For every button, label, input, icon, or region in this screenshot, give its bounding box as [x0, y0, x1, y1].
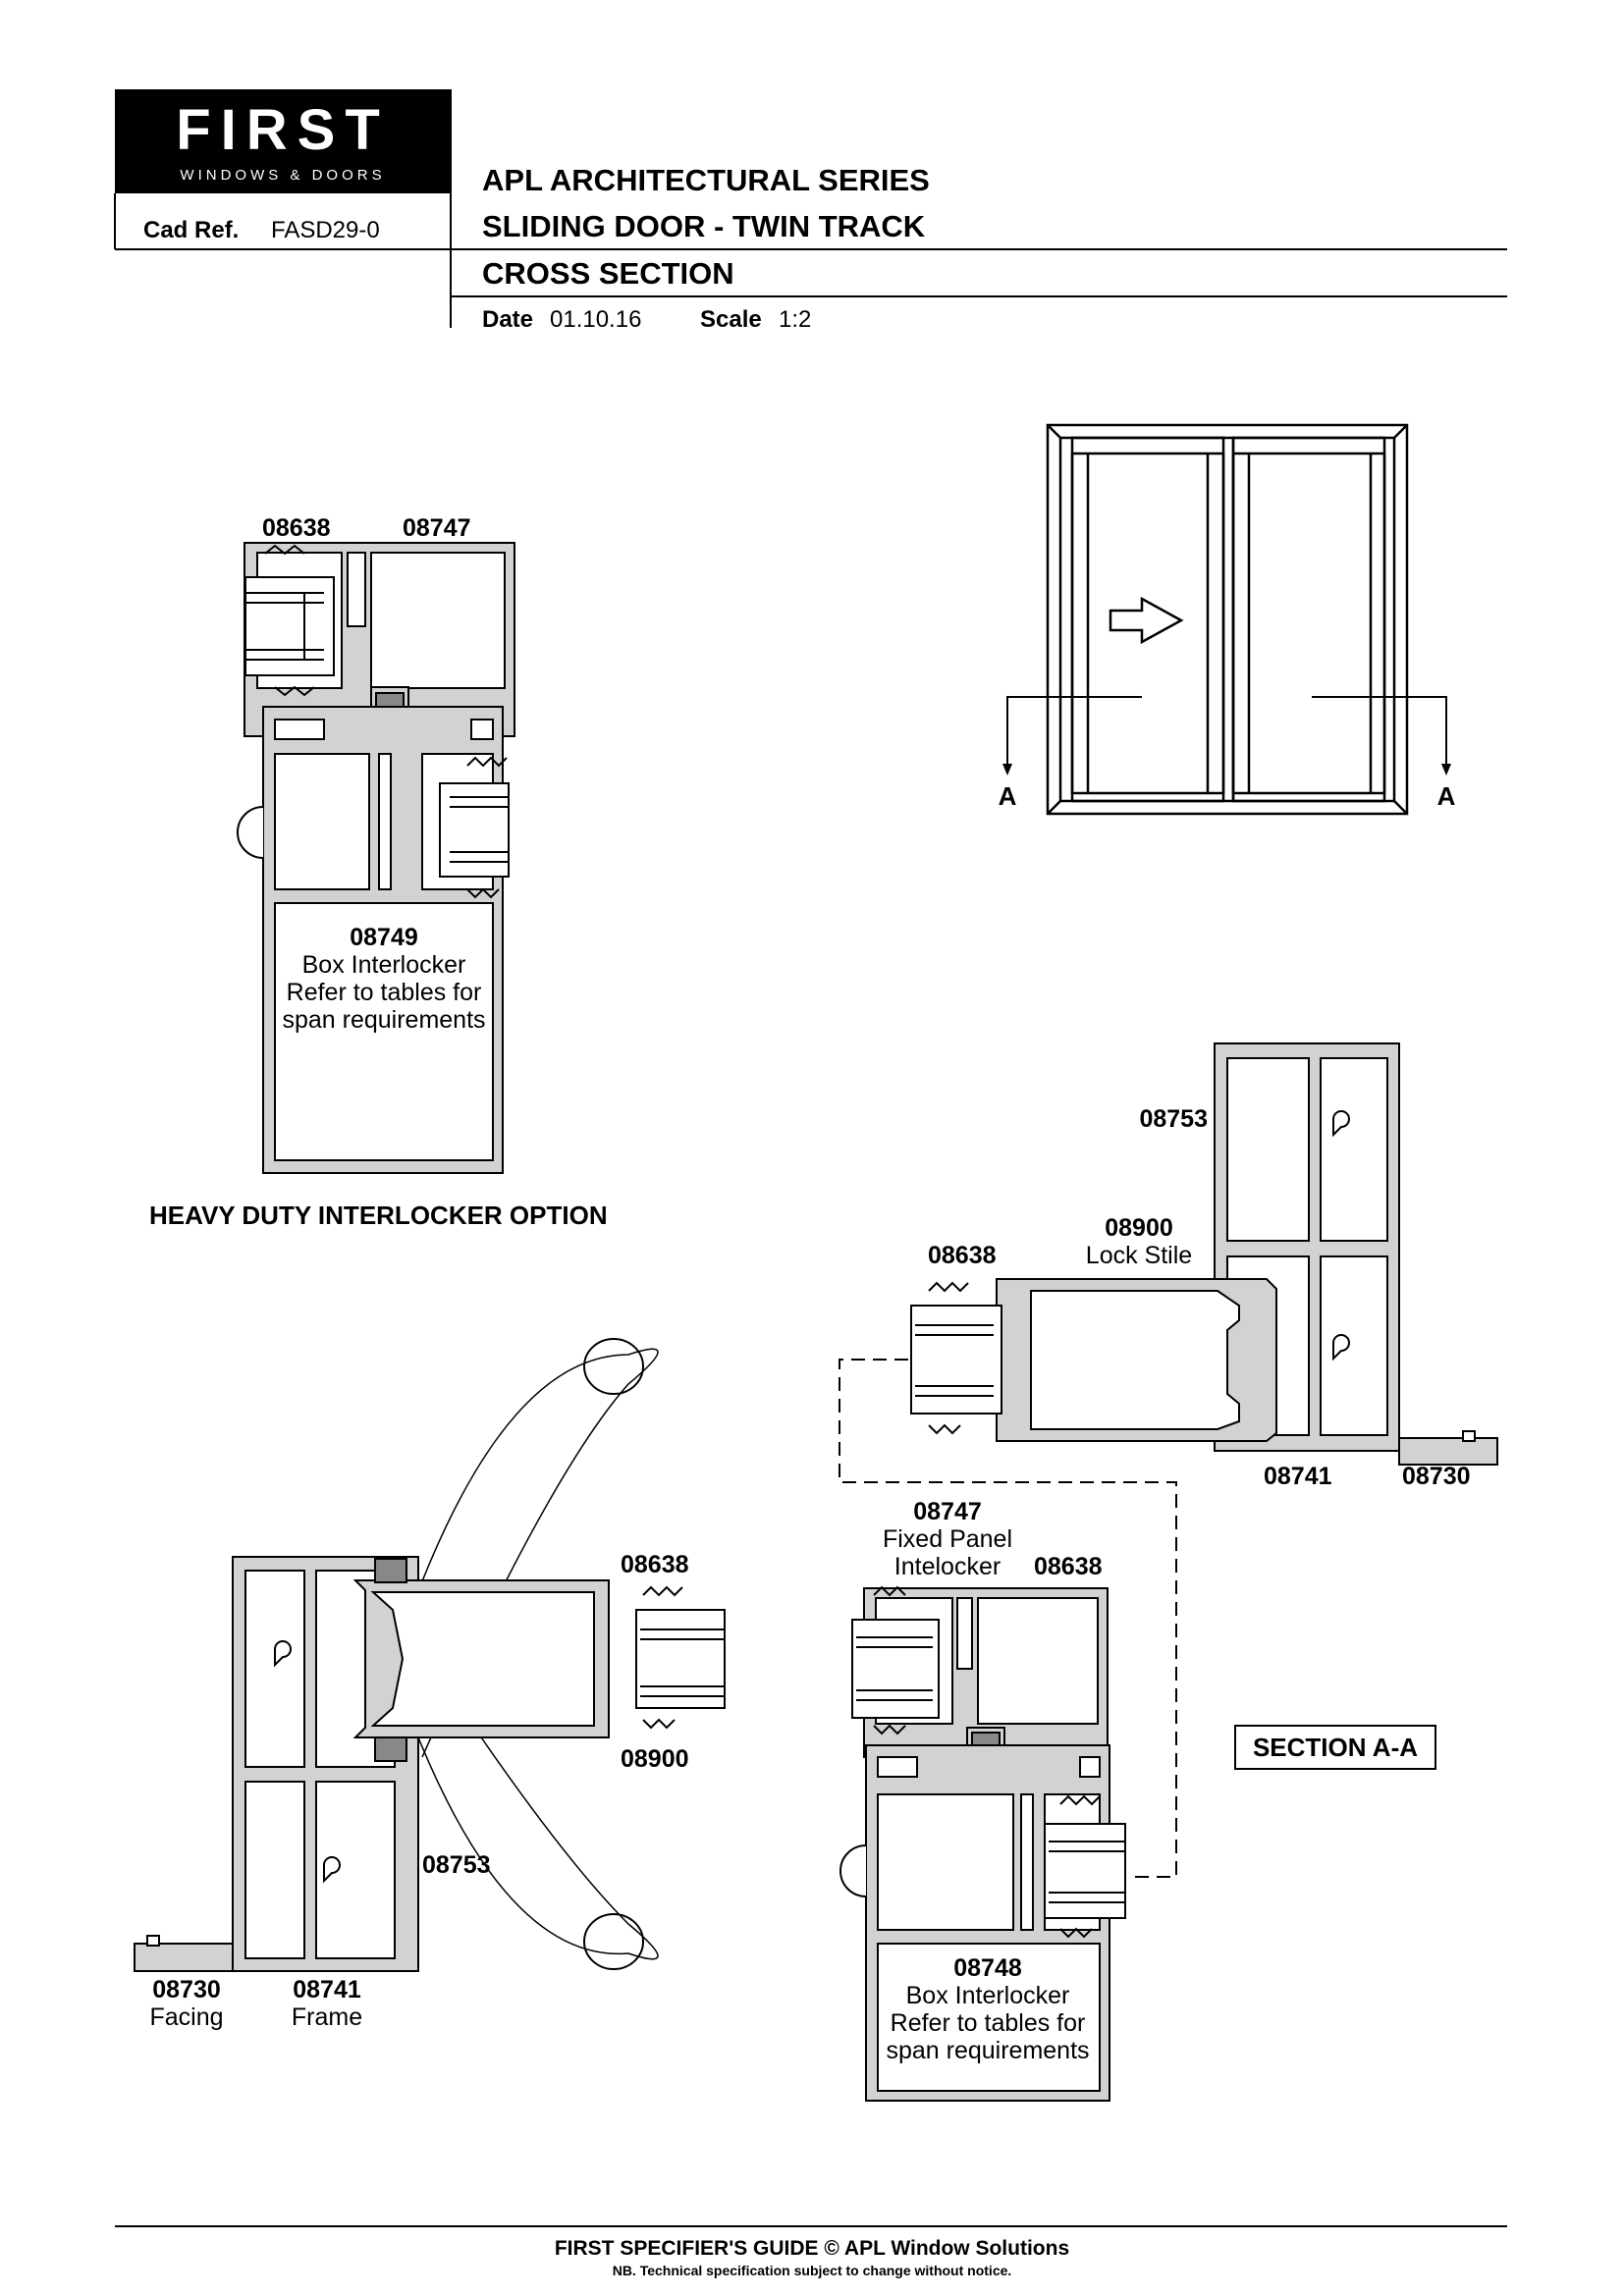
jamb-facing-label: Facing [149, 2003, 224, 2031]
slide-direction-arrow-icon [1110, 599, 1181, 642]
lock-part-08730: 08730 [1402, 1463, 1471, 1490]
view-title: CROSS SECTION [482, 256, 734, 291]
date-label: Date [482, 306, 534, 333]
interlock-box-note-2: span requirements [886, 2037, 1090, 2064]
product-title: SLIDING DOOR - TWIN TRACK [482, 209, 926, 243]
interlock-box-note-1: Refer to tables for [890, 2009, 1086, 2037]
footer-line-1: FIRST SPECIFIER'S GUIDE © APL Window Solutions [554, 2237, 1070, 2260]
hd-box-name: Box Interlocker [301, 951, 466, 979]
cad-ref-label: Cad Ref. [143, 217, 240, 243]
jamb-part-08741: 08741 [293, 1976, 361, 2003]
heavy-duty-caption: HEAVY DUTY INTERLOCKER OPTION [149, 1201, 608, 1230]
section-label: SECTION A-A [1252, 1733, 1419, 1762]
interlock-part-08747: 08747 [913, 1498, 982, 1525]
cad-ref-value: FASD29-0 [271, 217, 380, 243]
jamb-part-08730: 08730 [152, 1976, 221, 2003]
scale-label: Scale [700, 306, 762, 333]
jamb-part-08638: 08638 [621, 1551, 689, 1578]
interlock-box-name: Box Interlocker [905, 1982, 1070, 2009]
jamb-frame-label: Frame [291, 2003, 363, 2031]
hd-part-08638: 08638 [262, 514, 331, 542]
logo-subtext: WINDOWS & DOORS [180, 167, 386, 184]
date-value: 01.10.16 [550, 306, 642, 333]
lock-part-08900: 08900 [1105, 1214, 1173, 1242]
section-mark-right: A [1436, 781, 1456, 811]
lock-part-08638: 08638 [928, 1242, 997, 1269]
lock-part-08741: 08741 [1264, 1463, 1332, 1490]
interlock-box-part: 08748 [953, 1954, 1022, 1982]
jamb-part-08900: 08900 [621, 1745, 689, 1773]
series-title: APL ARCHITECTURAL SERIES [482, 163, 930, 197]
heavy-duty-interlocker-section [238, 543, 514, 1173]
lock-part-08753: 08753 [1139, 1105, 1208, 1133]
hd-part-08747: 08747 [403, 514, 471, 542]
section-mark-left: A [998, 781, 1017, 811]
door-elevation [1002, 425, 1451, 814]
interlock-part-08638: 08638 [1034, 1553, 1103, 1580]
hd-box-note-1: Refer to tables for [286, 979, 482, 1006]
hd-box-note-2: span requirements [282, 1006, 486, 1034]
logo: FIRST [176, 98, 390, 162]
hd-box-part: 08749 [350, 924, 418, 951]
footer-line-2: NB. Technical specification subject to change without notice. [612, 2263, 1012, 2278]
scale-value: 1:2 [779, 306, 812, 333]
jamb-part-08753: 08753 [422, 1851, 491, 1879]
interlock-intelocker-label: Intelocker [893, 1553, 1001, 1580]
lock-stile-label: Lock Stile [1085, 1242, 1193, 1269]
title-block [115, 89, 1507, 333]
interlock-fixed-panel-label: Fixed Panel [882, 1525, 1013, 1553]
